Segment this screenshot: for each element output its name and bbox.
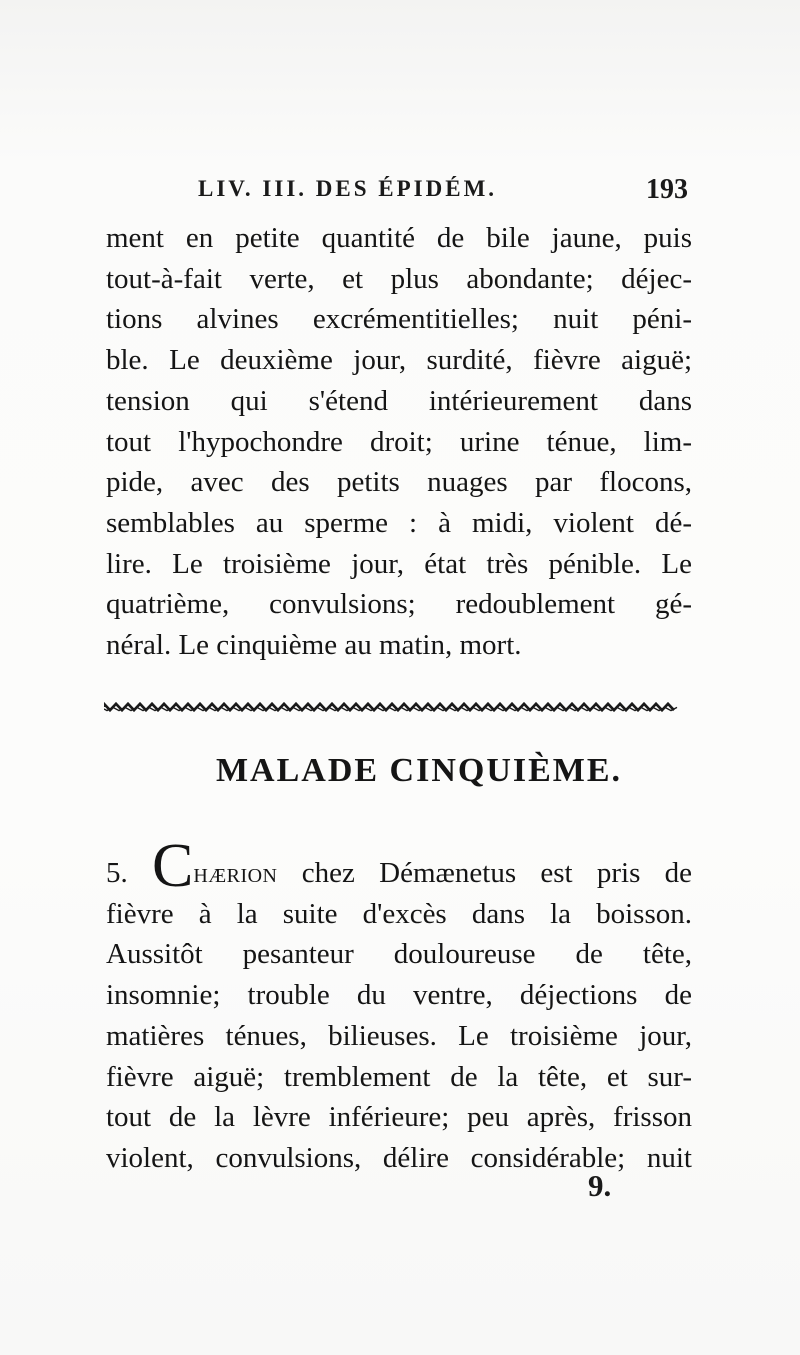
text-line: ment en petite quantité de bile jaune, puis: [106, 222, 692, 254]
text-line: semblables au sperme : à midi, violent dé-: [106, 506, 692, 539]
first-line-text: chez Démænetus est pris de: [301, 857, 693, 889]
text-line: tension qui s'étend intérieurement dans: [106, 384, 692, 417]
text-line: tout l'hypochondre droit; urine ténue, lim-: [106, 425, 692, 458]
text-line: Aussitôt pesanteur douloureuse de tête,: [106, 938, 692, 971]
text-line-first: [106, 832, 693, 900]
ornamental-rule: [104, 700, 678, 714]
page-number: 193: [646, 174, 688, 205]
text-line: pide, avec des petits nuages par flocons,: [106, 466, 692, 499]
running-head: [198, 176, 688, 208]
text-line: tout-à-fait verte, et plus abondante; déjec-: [106, 262, 692, 295]
patient-name: hærion: [193, 857, 278, 889]
drop-cap: C: [152, 832, 194, 900]
text-line: néral. Le cinquième au matin, mort.: [106, 629, 522, 662]
text-line: quatrième, convulsions; redoublement gé-: [106, 588, 692, 621]
signature-mark: 9.: [588, 1168, 612, 1203]
text-line: lire. Le troisième jour, état très pénible. Le: [106, 547, 692, 580]
text-line: matières ténues, bilieuses. Le troisième jour,: [106, 1019, 692, 1052]
text-line: ble. Le deuxième jour, surdité, fièvre aiguë;: [106, 344, 692, 377]
text-line: violent, convulsions, délire considérable; nuit: [106, 1141, 692, 1174]
paragraph-continued: [106, 218, 692, 666]
text-line: tout de la lèvre inférieure; peu après, frisson: [106, 1101, 692, 1134]
running-title: LIV. III. DES ÉPIDÉM.: [198, 176, 498, 201]
paragraph-number: 5.: [106, 857, 128, 889]
paragraph-case-five: [106, 832, 693, 1179]
text-line: insomnie; trouble du ventre, déjections de: [106, 979, 692, 1012]
text-line: fièvre à la suite d'excès dans la boisson.: [106, 897, 692, 930]
text-line: tions alvines excrémentitielles; nuit péni-: [106, 303, 692, 336]
section-heading: MALADE CINQUIÈME.: [215, 752, 623, 789]
text-line: fièvre aiguë; tremblement de la tête, et sur-: [106, 1060, 692, 1093]
